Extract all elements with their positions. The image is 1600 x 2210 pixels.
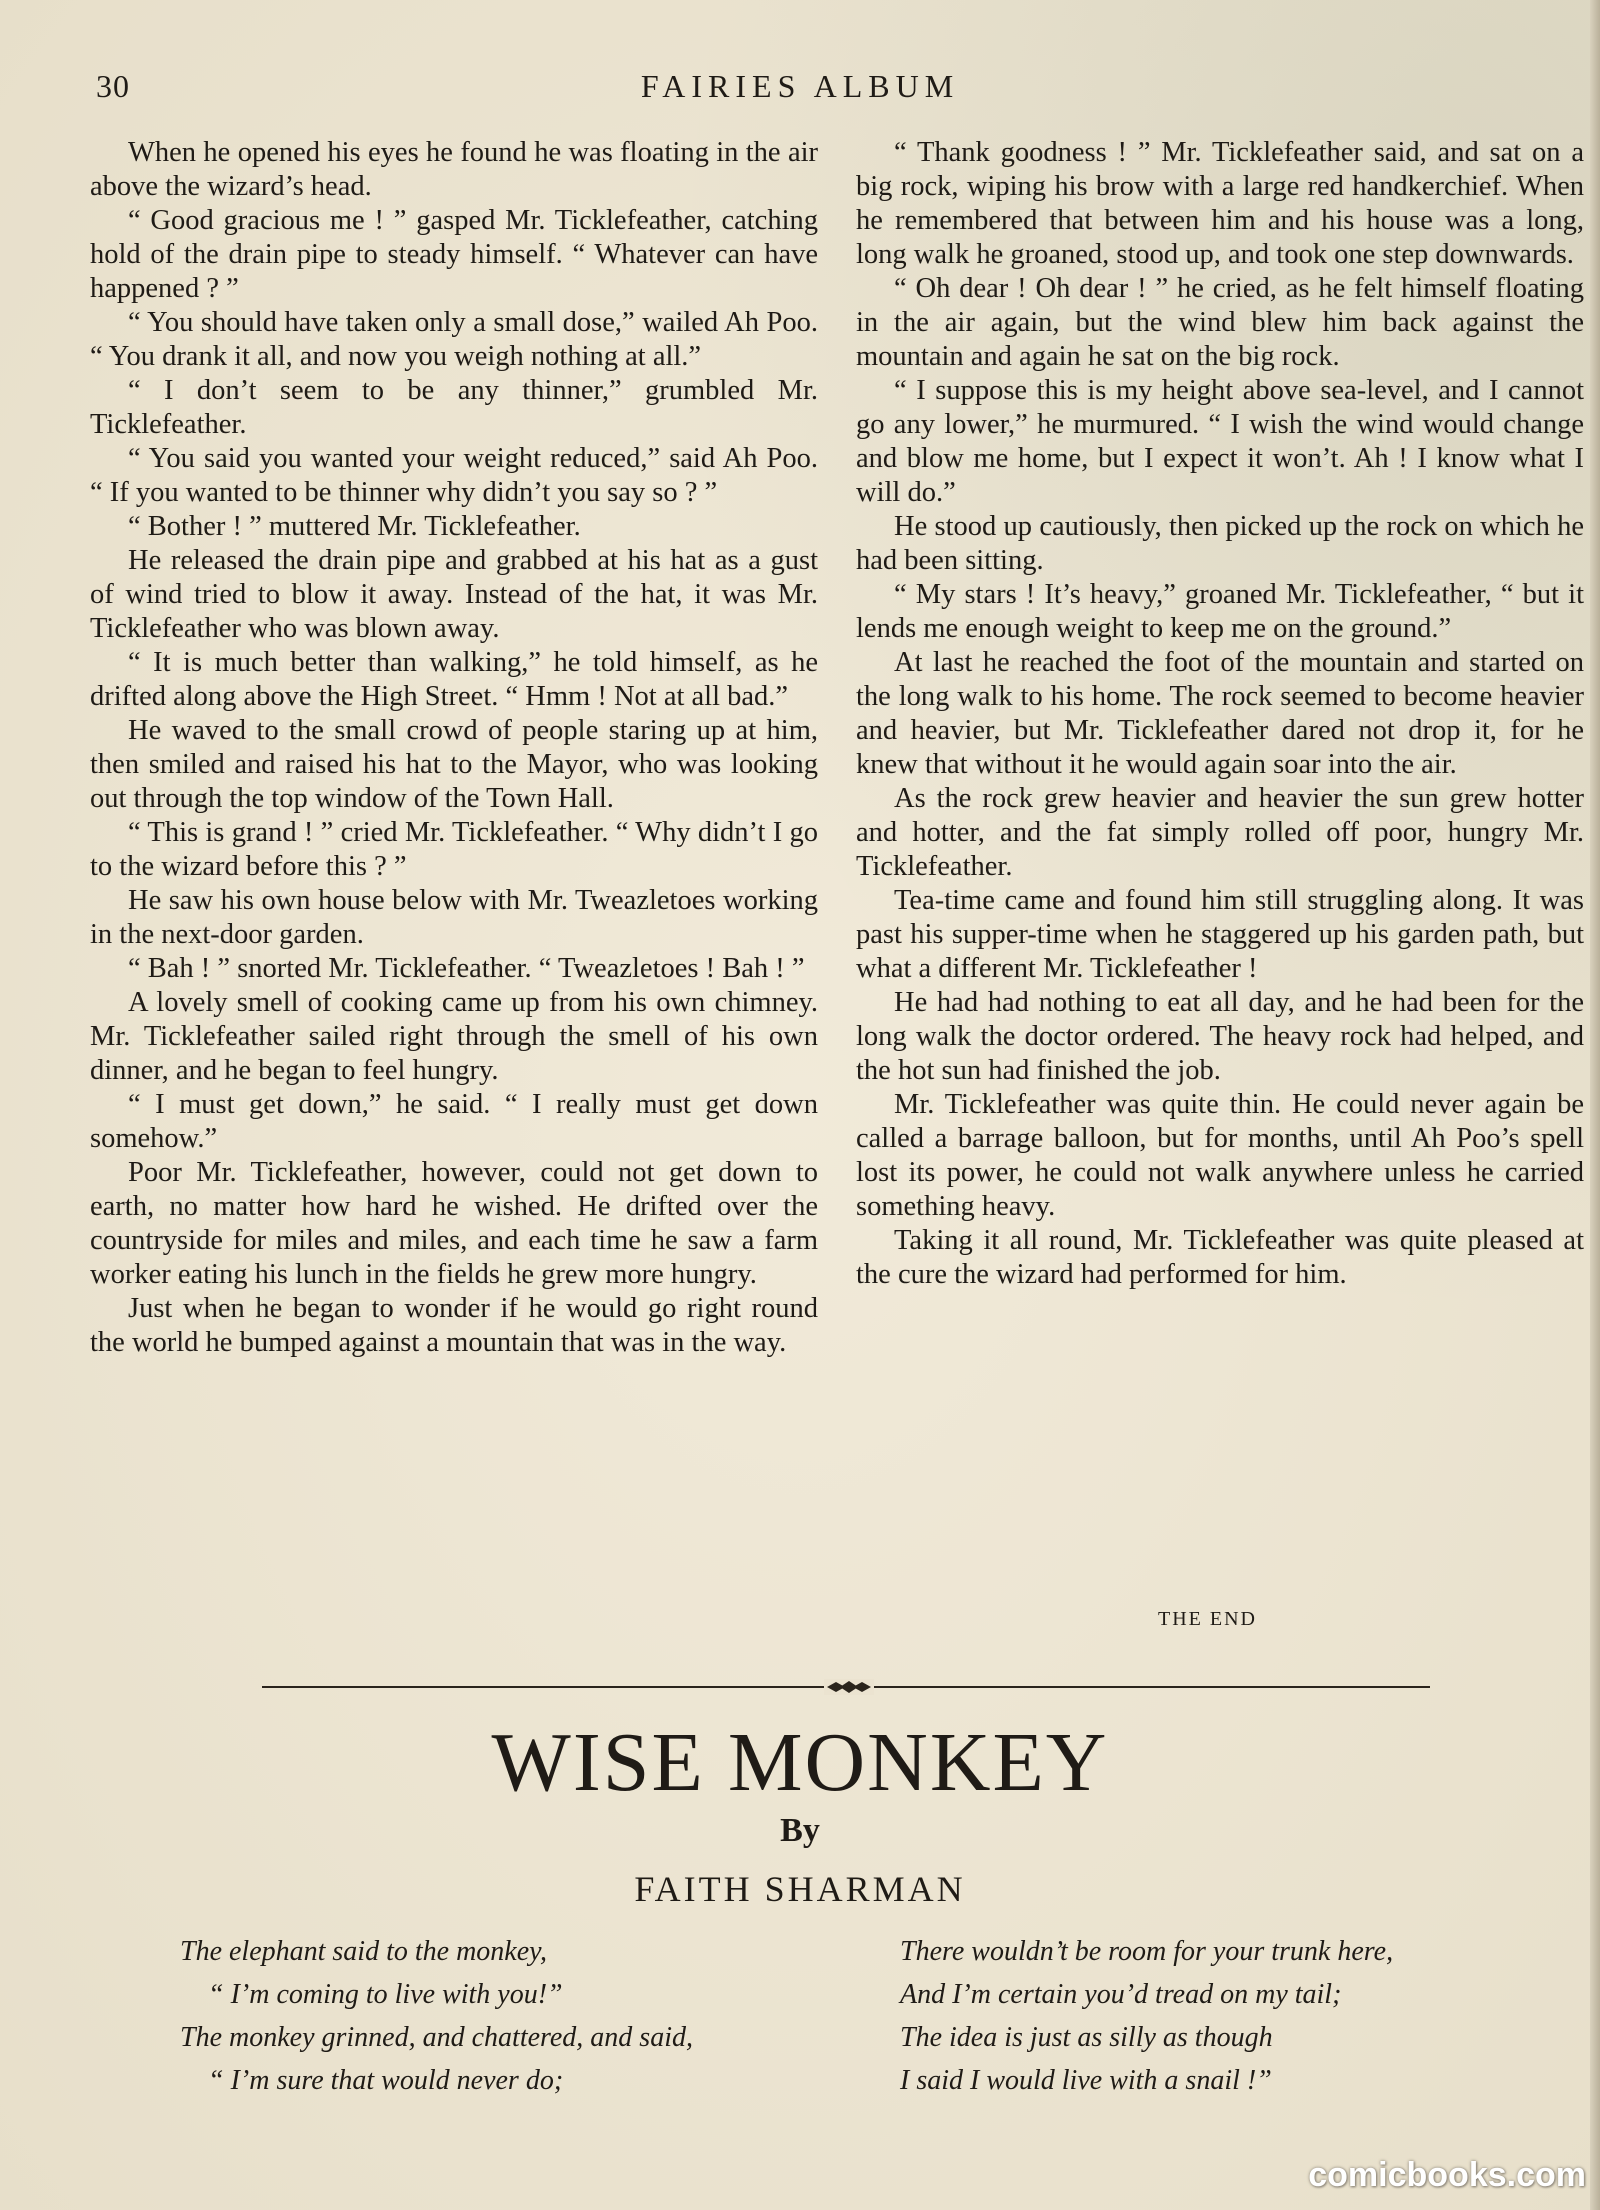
paragraph: “ This is grand ! ” cried Mr. Ticklefeather. “ Why didn’t I go to the wizard before this ? ”: [90, 817, 818, 882]
paragraph: “ Thank goodness ! ” Mr. Ticklefeather said, and sat on a big rock, wiping his brow with a large red handkerchief. When he remembered that between him and his house was a long, long walk he groaned, stood up, and took one step downwards.: [856, 137, 1584, 270]
paragraph: Tea-time came and found him still struggling along. It was past his supper-time when he staggered up his garden path, but what a different Mr. Ticklefeather !: [856, 885, 1584, 984]
paragraph: “ My stars ! It’s heavy,” groaned Mr. Ticklefeather, “ but it lends me enough weight to keep me on the ground.”: [856, 579, 1584, 644]
poem-line: I said I would live with a snail !”: [900, 2065, 1272, 2096]
poem-line: The idea is just as silly as though: [900, 2022, 1273, 2053]
poem-line: “ I’m coming to live with you!”: [208, 1979, 563, 2010]
paragraph: He released the drain pipe and grabbed at his hat as a gust of wind tried to blow it away. Instead of the hat, it was Mr. Ticklefeather who was blown away.: [90, 545, 818, 644]
paragraph: “ Oh dear ! Oh dear ! ” he cried, as he felt himself floating in the air again, but the wind blew him back against the mountain and again he sat on the big rock.: [856, 273, 1584, 372]
paragraph: Taking it all round, Mr. Ticklefeather was quite pleased at the cure the wizard had performed for him.: [856, 1225, 1584, 1290]
paragraph: He stood up cautiously, then picked up the rock on which he had been sitting.: [856, 511, 1584, 576]
poem-line: And I’m certain you’d tread on my tail;: [900, 1979, 1342, 2010]
poem-line: The monkey grinned, and chattered, and said,: [180, 2022, 693, 2053]
paragraph: He saw his own house below with Mr. Tweazletoes working in the next-door garden.: [90, 885, 818, 950]
paragraph: “ I suppose this is my height above sea-level, and I cannot go any lower,” he murmured. “ I wish the wind would change and blow me home, but I expect it won’t. Ah ! I know what I will do.”: [856, 375, 1584, 508]
paragraph: “ You should have taken only a small dose,” wailed Ah Poo. “ You drank it all, and now you weigh nothing at all.”: [90, 307, 818, 372]
watermark: comicbooks.com: [1308, 2156, 1586, 2194]
running-head: FAIRIES ALBUM: [640, 68, 960, 104]
paragraph: Just when he began to wonder if he would go right round the world he bumped against a mountain that was in the way.: [90, 1293, 818, 1358]
divider-ornament-icon: [824, 1679, 874, 1695]
story-right-column: [856, 136, 1584, 1292]
paragraph: “ I must get down,” he said. “ I really must get down somehow.”: [90, 1089, 818, 1154]
the-end-label: THE END: [1158, 1608, 1257, 1630]
poem-stanza-right: [900, 1930, 1560, 2102]
poem-line: The elephant said to the monkey,: [180, 1936, 548, 1967]
paragraph: “ It is much better than walking,” he told himself, as he drifted along above the High Street. “ Hmm ! Not at all bad.”: [90, 647, 818, 712]
story-left-column: [90, 136, 818, 1360]
poem-line: “ I’m sure that would never do;: [208, 2065, 564, 2096]
paragraph: When he opened his eyes he found he was floating in the air above the wizard’s head.: [90, 137, 818, 202]
paragraph: “ Bother ! ” muttered Mr. Ticklefeather.: [128, 511, 581, 542]
paragraph: He waved to the small crowd of people staring up at him, then smiled and raised his hat to the Mayor, who was looking out through the top window of the Town Hall.: [90, 715, 818, 814]
paragraph: At last he reached the foot of the mountain and started on the long walk to his home. The rock seemed to become heavier and heavier, but Mr. Ticklefeather dared not drop it, for he knew that without it he would again soar into the air.: [856, 647, 1584, 780]
poem-author: FAITH SHARMAN: [634, 1869, 966, 1909]
paragraph: “ Good gracious me ! ” gasped Mr. Ticklefeather, catching hold of the drain pipe to steady himself. “ Whatever can have happened ? ”: [90, 205, 818, 304]
paragraph: “ Bah ! ” snorted Mr. Ticklefeather. “ Tweazletoes ! Bah ! ”: [128, 953, 805, 984]
poem-stanza-left: [180, 1930, 840, 2102]
paragraph: “ You said you wanted your weight reduced,” said Ah Poo. “ If you wanted to be thinner why didn’t you say so ? ”: [90, 443, 818, 508]
paragraph: As the rock grew heavier and heavier the sun grew hotter and hotter, and the fat simply rolled off poor, hungry Mr. Ticklefeather.: [856, 783, 1584, 882]
page-number: 30: [96, 68, 130, 104]
byline: By: [780, 1812, 820, 1849]
paragraph: A lovely smell of cooking came up from his own chimney. Mr. Ticklefeather sailed right through the smell of his own dinner, and he began to feel hungry.: [90, 987, 818, 1086]
paragraph: He had had nothing to eat all day, and he had been for the long walk the doctor ordered. The heavy rock had helped, and the hot sun had finished the job.: [856, 987, 1584, 1086]
paragraph: Poor Mr. Ticklefeather, however, could not get down to earth, no matter how hard he wished. He drifted over the countryside for miles and miles, and each time he saw a farm worker eating his lunch in the fields he grew more hungry.: [90, 1157, 818, 1290]
poem-title: WISE MONKEY: [491, 1716, 1109, 1809]
paragraph: “ I don’t seem to be any thinner,” grumbled Mr. Ticklefeather.: [90, 375, 818, 440]
paragraph: Mr. Ticklefeather was quite thin. He could never again be called a barrage balloon, but for months, until Ah Poo’s spell lost its power, he could not walk anywhere unless he carried something heavy.: [856, 1089, 1584, 1222]
poem-line: There wouldn’t be room for your trunk here,: [900, 1936, 1394, 1967]
